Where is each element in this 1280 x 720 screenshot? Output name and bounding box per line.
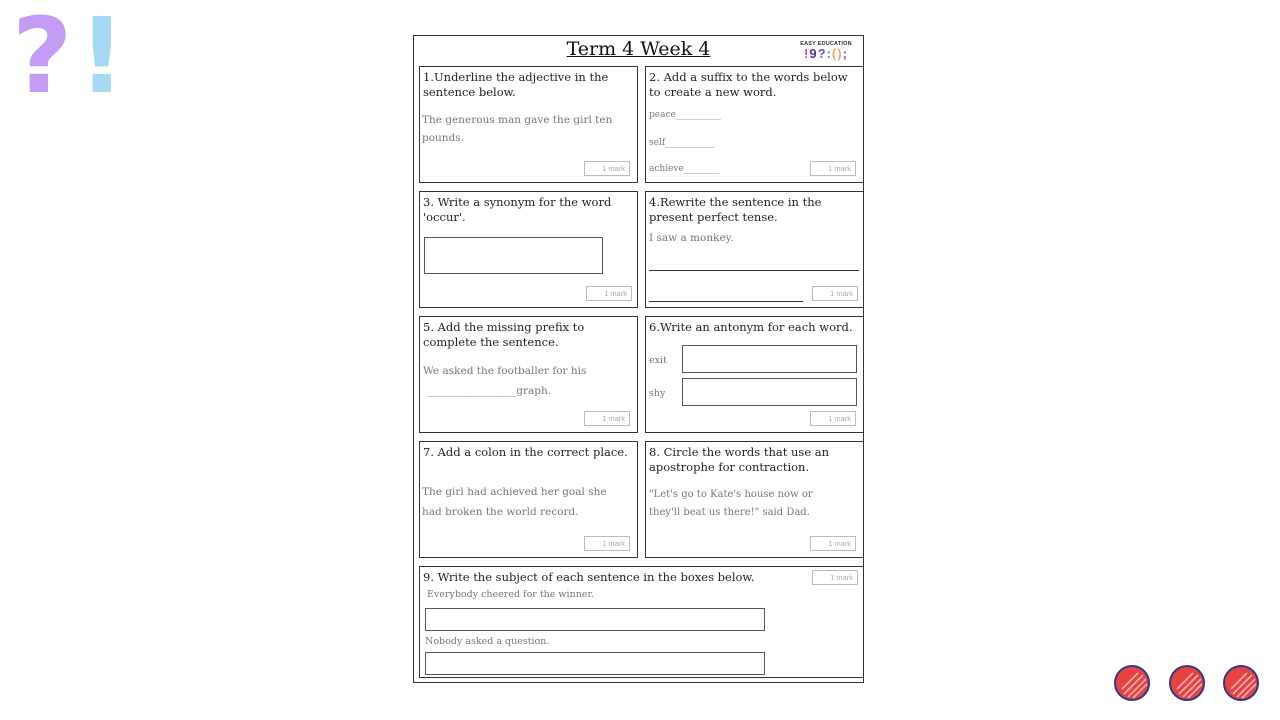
mark-box: 1 mark (812, 286, 858, 301)
question-5-box (419, 316, 638, 433)
question-4-title: 4.Rewrite the sentence in the present perfect tense. (649, 195, 822, 224)
question-mark-decoration: ? (12, 0, 73, 117)
mark-box: 1 mark (584, 536, 630, 551)
suffix-word-3: achieve________ (649, 164, 720, 174)
logo-glyphs: !9?:(); (804, 46, 848, 61)
question-1-box (419, 66, 638, 183)
antonym-answer-box-exit[interactable] (682, 345, 857, 373)
question-9-sentence-2: Nobody asked a question. (425, 636, 550, 647)
antonym-word-exit: exit (649, 355, 667, 366)
answer-line[interactable] (649, 301, 803, 302)
question-8-sentence-line-1: "Let's go to Kate's house now or (649, 489, 813, 500)
red-scribble-button[interactable] (1114, 665, 1150, 701)
question-6-title: 6.Write an antonym for each word. (649, 320, 853, 334)
question-5-sentence-line-1: We asked the footballer for his (423, 365, 587, 377)
question-7-sentence-line-2: had broken the world record. (422, 506, 579, 518)
mark-box: 1 mark (584, 161, 630, 176)
question-9-title: 9. Write the subject of each sentence in the boxes below. (423, 570, 755, 584)
question-6-box (645, 316, 864, 433)
question-5-title: 5. Add the missing prefix to complete the sentence. (423, 320, 585, 349)
subject-answer-box-2[interactable] (425, 652, 765, 675)
question-9-sentence-1: Everybody cheered for the winner. (427, 589, 594, 600)
question-2-title: 2. Add a suffix to the words below to create a new word. (649, 70, 848, 99)
exclamation-mark-decoration: ! (78, 0, 126, 117)
question-4-box (645, 191, 864, 308)
answer-line[interactable] (649, 270, 859, 271)
red-scribble-button[interactable] (1169, 665, 1205, 701)
worksheet (413, 35, 864, 683)
antonym-word-shy: shy (649, 388, 666, 399)
question-9-box (419, 566, 864, 678)
suffix-word-1: peace__________ (649, 110, 721, 120)
question-1-title: 1.Underline the adjective in the sentence below. (423, 70, 609, 99)
mark-box: 1 mark (584, 411, 630, 426)
question-8-sentence-line-2: they'll beat us there!" said Dad. (649, 507, 810, 518)
question-7-sentence-line-1: The girl had achieved her goal she (422, 486, 607, 498)
question-8-box (645, 441, 864, 558)
logo-text: EASY EDUCATION (800, 41, 852, 47)
easy-education-logo (797, 41, 855, 60)
question-7-box (419, 441, 638, 558)
subject-answer-box-1[interactable] (425, 608, 765, 631)
question-3-box (419, 191, 638, 308)
scribble-icon (1171, 667, 1205, 701)
mark-box: 1 mark (810, 536, 856, 551)
scribble-icon (1116, 667, 1150, 701)
worksheet-title: Term 4 Week 4 (566, 38, 711, 60)
scribble-icon (1225, 667, 1259, 701)
suffix-word-2: self___________ (649, 138, 715, 148)
red-scribble-button[interactable] (1223, 665, 1259, 701)
mark-box: 1 mark (586, 286, 632, 301)
question-3-title: 3. Write a synonym for the word 'occur'. (423, 195, 612, 224)
mark-box: 1 mark (812, 570, 858, 585)
question-1-sentence: The generous man gave the girl ten pounds. (422, 114, 613, 144)
question-8-title: 8. Circle the words that use an apostrophe for contraction. (649, 445, 830, 474)
synonym-answer-box[interactable] (424, 237, 603, 274)
question-5-sentence-line-2: _________________graph. (427, 385, 552, 397)
antonym-answer-box-shy[interactable] (682, 378, 857, 406)
mark-box: 1 mark (810, 161, 856, 176)
question-2-box (645, 66, 864, 183)
mark-box: 1 mark (810, 411, 856, 426)
question-7-title: 7. Add a colon in the correct place. (423, 445, 628, 459)
question-4-sentence: I saw a monkey. (649, 232, 734, 244)
